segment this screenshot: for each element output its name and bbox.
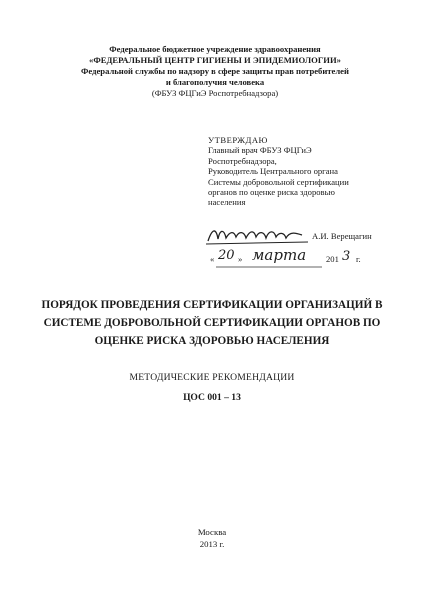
signer-name: А.И. Верещагин <box>312 231 372 241</box>
org-line-4: и благополучия человека <box>165 77 265 87</box>
approval-block <box>208 135 398 208</box>
org-line-1: Федеральное бюджетное учреждение здравоохранения <box>109 44 321 54</box>
footer-year: 2013 г. <box>199 539 225 549</box>
approval-date <box>210 246 410 270</box>
handwritten-signature <box>206 225 310 247</box>
date-day: 20 <box>218 248 235 263</box>
approval-line: органов по оценке риска здоровью <box>208 187 335 198</box>
document-type: МЕТОДИЧЕСКИЕ РЕКОМЕНДАЦИИ <box>129 372 295 383</box>
date-month: марта <box>252 246 307 264</box>
date-open-quote: « <box>210 254 215 264</box>
signature-row <box>206 225 406 247</box>
approval-heading: УТВЕРЖДАЮ <box>208 135 268 145</box>
org-line-5: (ФБУЗ ФЦГиЭ Роспотребнадзора) <box>151 88 279 98</box>
organization-header <box>40 44 390 99</box>
approval-line: населения <box>208 197 246 208</box>
date-underline <box>216 266 322 269</box>
date-year-prefix: 201 <box>326 254 339 264</box>
footer-city: Москва <box>197 527 227 537</box>
approval-line: Руководитель Центрального органа <box>208 166 338 177</box>
document-title <box>30 296 394 350</box>
org-line-3: Федеральной службы по надзору в сфере защиты прав потребителей <box>81 66 349 76</box>
title-line-1: ПОРЯДОК ПРОВЕДЕНИЯ СЕРТИФИКАЦИИ ОРГАНИЗАЦИЙ В <box>41 299 383 311</box>
date-suffix: г. <box>356 254 361 264</box>
date-year-suffix: 3 <box>342 249 351 264</box>
date-close-quote: » <box>238 254 243 264</box>
approval-line: Главный врач ФБУЗ ФЦГиЭ <box>208 145 312 156</box>
document-footer <box>30 526 394 550</box>
org-line-2: «ФЕДЕРАЛЬНЫЙ ЦЕНТР ГИГИЕНЫ И ЭПИДЕМИОЛОГИИ» <box>89 55 341 65</box>
approval-line: Системы добровольной сертификации <box>208 176 349 187</box>
title-line-3: ОЦЕНКЕ РИСКА ЗДОРОВЬЮ НАСЕЛЕНИЯ <box>94 335 330 347</box>
document-code: ЦОС 001 – 13 <box>183 392 241 403</box>
title-line-2: СИСТЕМЕ ДОБРОВОЛЬНОЙ СЕРТИФИКАЦИИ ОРГАНОВ ПО <box>43 317 381 329</box>
approval-line: Роспотребнадзора, <box>208 155 277 166</box>
